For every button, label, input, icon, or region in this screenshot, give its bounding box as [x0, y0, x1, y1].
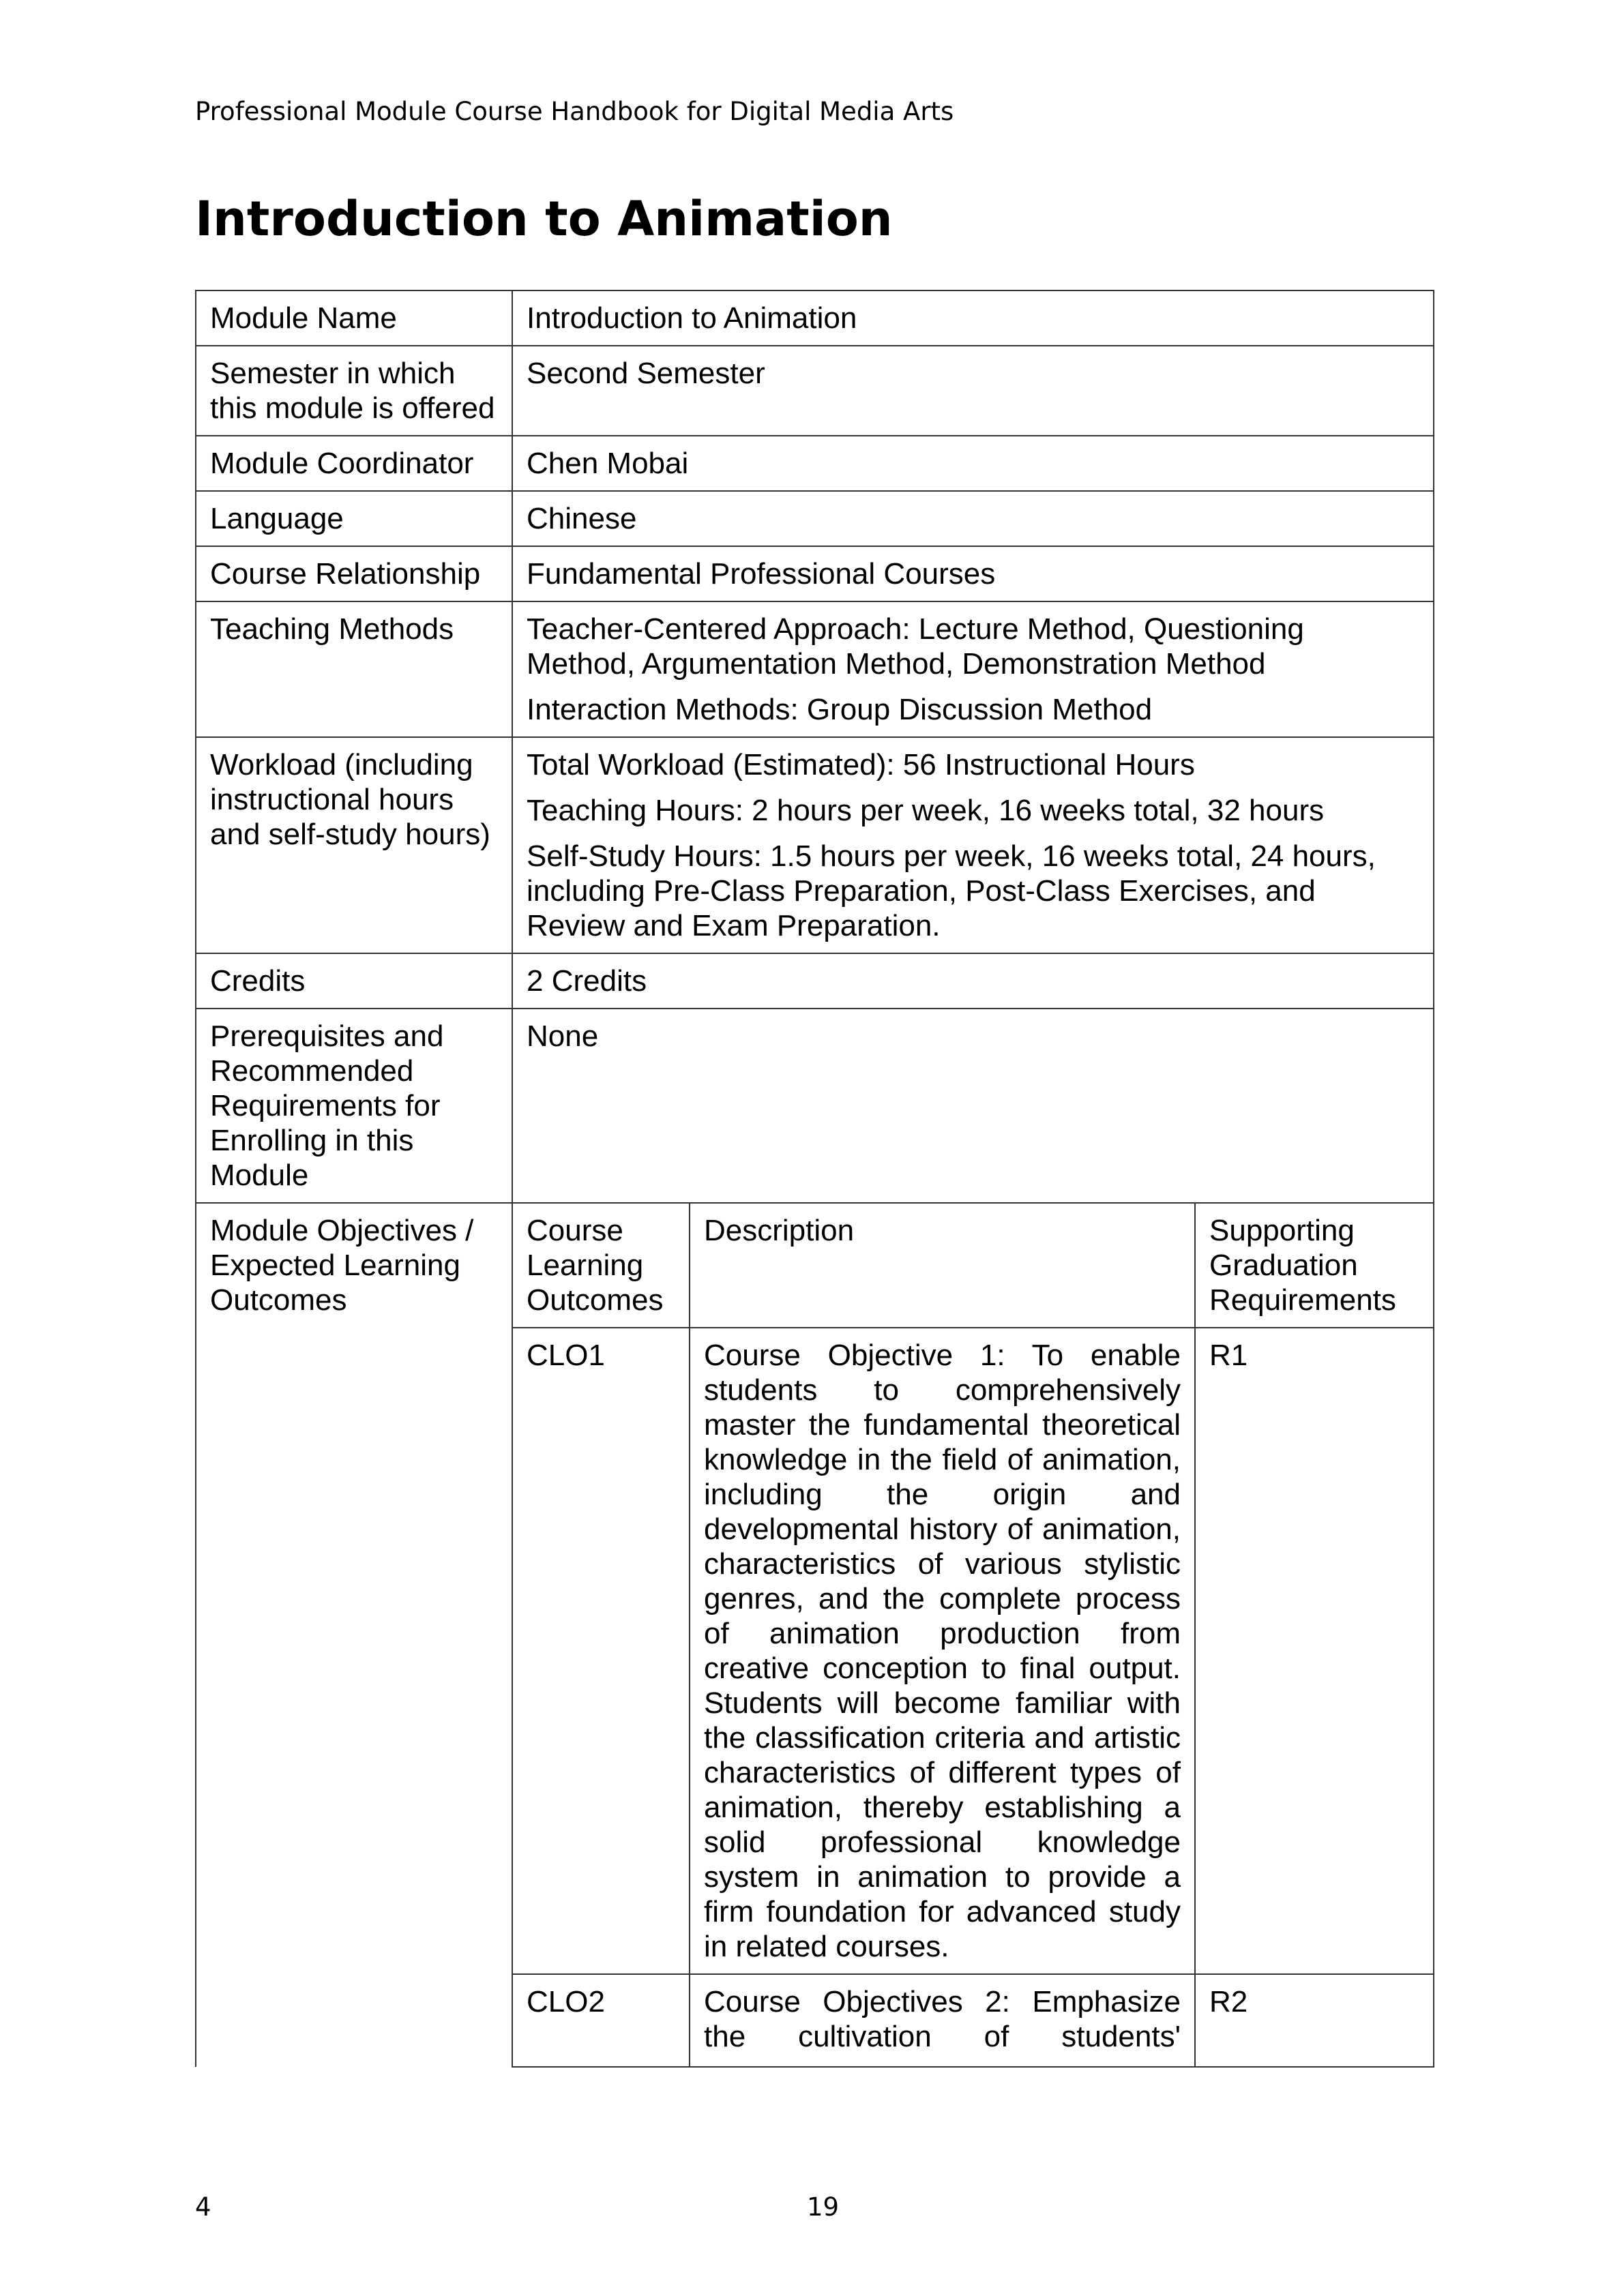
- table-row-prerequisites: [196, 1009, 1434, 1203]
- row-value: None: [512, 1009, 1434, 1203]
- row-value: Fundamental Professional Courses: [512, 546, 1434, 601]
- workload-line: Teaching Hours: 2 hours per week, 16 weeks total, 32 hours: [527, 794, 1325, 827]
- clo-requirement: R2: [1195, 1974, 1434, 2067]
- column-header-requirements: Supporting Graduation Requirements: [1195, 1203, 1434, 1328]
- teaching-method-line: Interaction Methods: Group Discussion Method: [527, 693, 1153, 726]
- module-table: [195, 290, 1434, 2068]
- table-row-credits: [196, 953, 1434, 1009]
- column-header-outcomes: Course Learning Outcomes: [512, 1203, 690, 1328]
- row-label: Module Objectives / Expected Learning Outcomes: [196, 1203, 512, 2067]
- table-row-coordinator: [196, 436, 1434, 491]
- row-label: Module Name: [196, 290, 512, 346]
- row-value: [512, 737, 1434, 953]
- row-label: Teaching Methods: [196, 601, 512, 737]
- row-value: Chen Mobai: [512, 436, 1434, 491]
- table-row-workload: [196, 737, 1434, 953]
- row-label: Prerequisites and Recommended Requirements for Enrolling in this Module: [196, 1009, 512, 1203]
- page-title: Introduction to Animation: [195, 191, 893, 247]
- row-value: 2 Credits: [512, 953, 1434, 1009]
- row-label: Semester in which this module is offered: [196, 346, 512, 436]
- clo-requirement: R1: [1195, 1328, 1434, 1974]
- row-value: Second Semester: [512, 346, 1434, 436]
- table-row-relationship: [196, 546, 1434, 601]
- table-row-teaching-methods: [196, 601, 1434, 737]
- table-row-objectives-header: [196, 1203, 1434, 1328]
- clo-description: Course Objective 1: To enable students to comprehensively master the fundamental theoretical knowledge in the field of animation, including the origin and developmental history of animation, characteristics of various stylistic genres, and the complete process of animation production from creative conception to final output. Students will become familiar with the classification criteria and artistic characteristics of different types of animation, thereby establishing a solid professional knowledge system in animation to provide a firm foundation for advanced study in related courses.: [690, 1328, 1195, 1974]
- clo-description-text: Course Objectives 2: Emphasize the cultivation of students': [704, 1985, 1181, 2053]
- workload-line: Total Workload (Estimated): 56 Instructional Hours: [527, 748, 1195, 781]
- clo-description: [690, 1974, 1195, 2067]
- row-label: Module Coordinator: [196, 436, 512, 491]
- row-value: Introduction to Animation: [512, 290, 1434, 346]
- page-number: 19: [807, 2192, 840, 2222]
- table-row-language: [196, 491, 1434, 546]
- teaching-method-line: Teacher-Centered Approach: Lecture Method, Questioning Method, Argumentation Method, Demonstration Method: [527, 612, 1304, 681]
- workload-line: Self-Study Hours: 1.5 hours per week, 16 weeks total, 24 hours, including Pre-Class Preparation, Post-Class Exercises, and Review and Exam Preparation.: [527, 839, 1376, 942]
- column-header-description: Description: [690, 1203, 1195, 1328]
- running-header: Professional Module Course Handbook for Digital Media Arts: [195, 97, 954, 126]
- clo-code: CLO1: [512, 1328, 690, 1974]
- row-label: Language: [196, 491, 512, 546]
- row-label: Course Relationship: [196, 546, 512, 601]
- page-number-left: 4: [195, 2192, 211, 2222]
- row-label: Workload (including instructional hours and self-study hours): [196, 737, 512, 953]
- row-value: Chinese: [512, 491, 1434, 546]
- row-label: Credits: [196, 953, 512, 1009]
- clo-code: CLO2: [512, 1974, 690, 2067]
- table-row-semester: [196, 346, 1434, 436]
- table-row-module-name: [196, 290, 1434, 346]
- row-value: [512, 601, 1434, 737]
